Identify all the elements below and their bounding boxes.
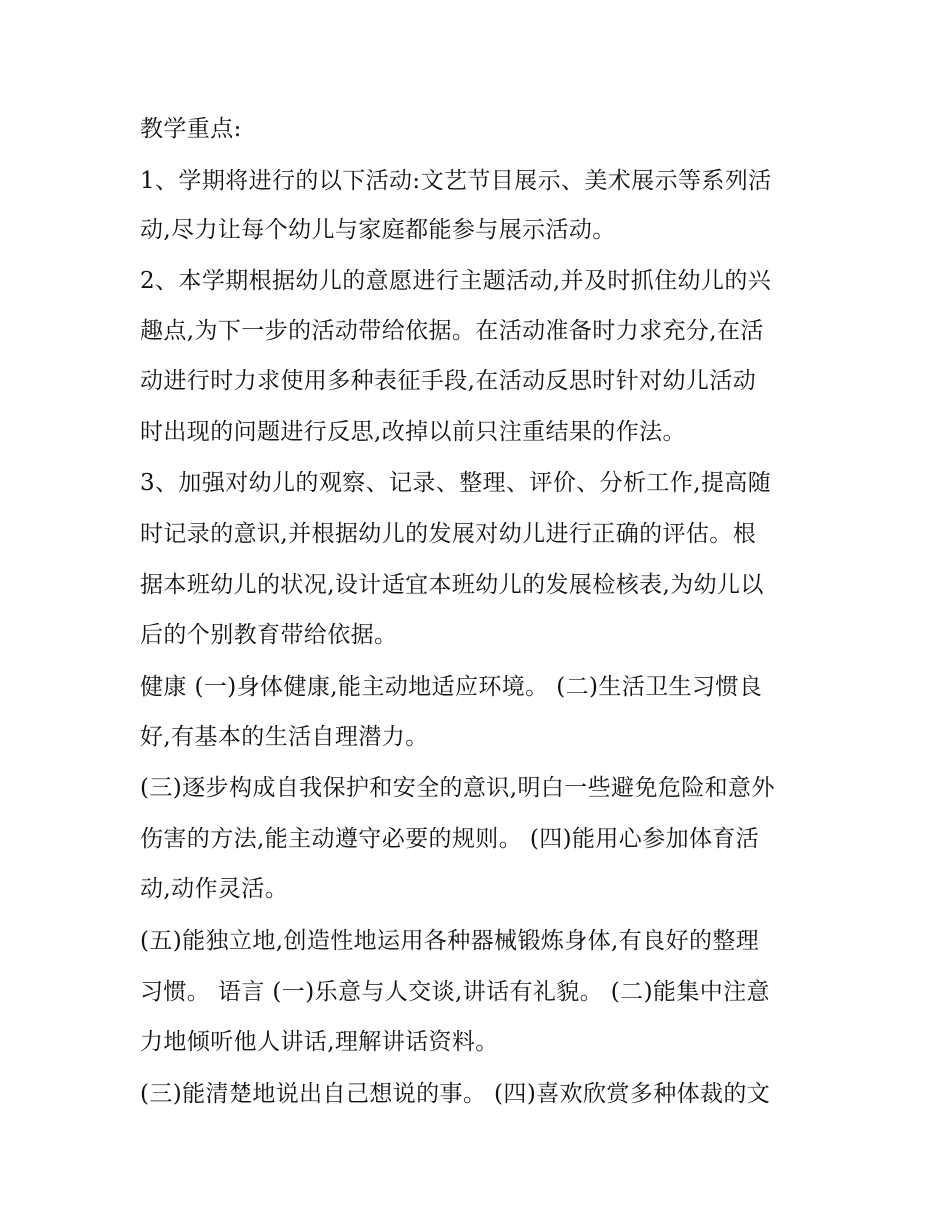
text-line: 后的个别教育带给依据。: [140, 622, 398, 648]
text-line: 时出现的问题进行反思,改掉以前只注重结果的作法。: [140, 419, 686, 445]
text-line: 动进行时力求使用多种表征手段,在活动反思时针对幼儿活动: [140, 368, 757, 394]
text-line: 1、学期将进行的以下活动:文艺节目展示、美术展示等系列活: [140, 168, 772, 194]
text-line: 习惯。 语言 (一)乐意与人交谈,讲话有礼貌。 (二)能集中注意: [140, 979, 770, 1005]
text-line: 健康 (一)身体健康,能主动地适应环境。 (二)生活卫生习惯良: [140, 674, 763, 700]
text-line: 2、本学期根据幼儿的意愿进行主题活动,并及时抓住幼儿的兴: [140, 268, 772, 294]
text-line: 伤害的方法,能主动遵守必要的规则。 (四)能用心参加体育活: [140, 826, 760, 852]
text-line: (三)逐步构成自我保护和安全的意识,明白一些避免危险和意外: [140, 775, 775, 801]
text-line: 趣点,为下一步的活动带给依据。在活动准备时力求充分,在活: [140, 318, 764, 344]
text-line: 时记录的意识,并根据幼儿的发展对幼儿进行正确的评估。根: [140, 521, 757, 547]
text-line: 动,尽力让每个幼儿与家庭都能参与展示活动。: [140, 217, 616, 243]
text-line: 力地倾听他人讲话,理解讲话资料。: [140, 1029, 499, 1055]
text-line: 好,有基本的生活自理潜力。: [140, 724, 429, 750]
text-line: (五)能独立地,创造性地运用各种器械锻炼身体,有良好的整理: [140, 928, 760, 954]
section-heading: 教学重点:: [140, 116, 242, 142]
text-line: (三)能清楚地说出自己想说的事。 (四)喜欢欣赏多种体裁的文: [140, 1081, 771, 1107]
text-line: 据本班幼儿的状况,设计适宜本班幼儿的发展检核表,为幼儿以: [140, 572, 764, 598]
text-line: 3、加强对幼儿的观察、记录、整理、评价、分析工作,提高随: [140, 470, 772, 496]
text-line: 动,动作灵活。: [140, 876, 289, 902]
